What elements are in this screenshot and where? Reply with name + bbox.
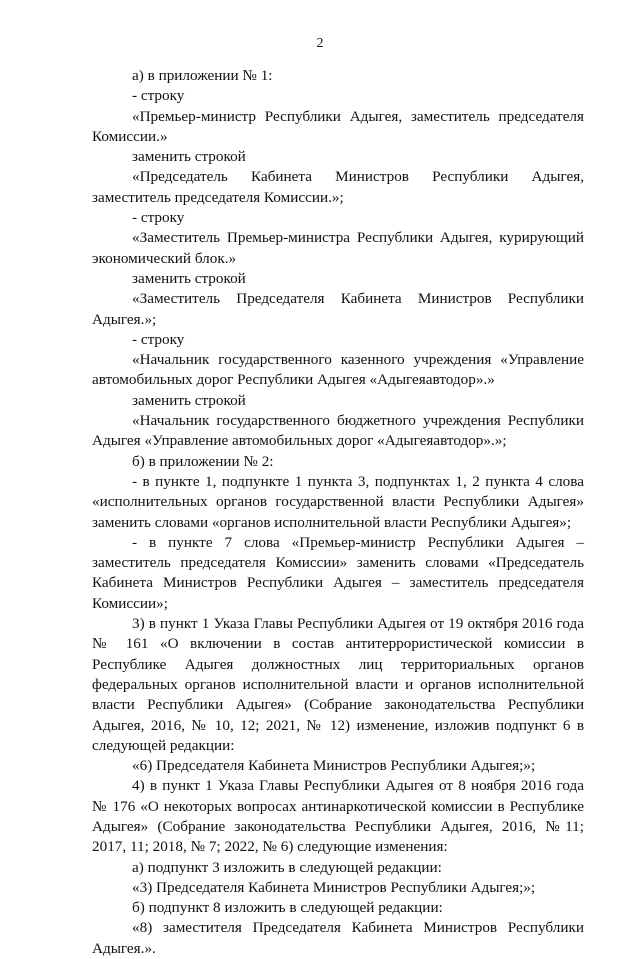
paragraph: - строку xyxy=(132,87,185,105)
paragraph: «Премьер-министр Республики Адыгея, заместитель председателя Комиссии.» xyxy=(92,107,584,145)
paragraph: а) подпункт 3 изложить в следующей редакции: xyxy=(132,858,442,876)
paragraph: «6) Председателя Кабинета Министров Республики Адыгея;»; xyxy=(132,757,536,775)
paragraph: «3) Председателя Кабинета Министров Республики Адыгея;»; xyxy=(132,878,536,896)
paragraph: «Начальник государственного бюджетного учреждения Республики Адыгея «Управление автомобильных дорог «Адыгеяавтодор».»; xyxy=(92,412,584,450)
paragraph: заменить строкой xyxy=(132,391,246,409)
paragraph: «Заместитель Председателя Кабинета Министров Республики Адыгея.»; xyxy=(92,290,584,328)
paragraph: «Председатель Кабинета Министров Республики Адыгея, заместитель председателя Комиссии.»; xyxy=(92,168,584,206)
paragraph: 4) в пункт 1 Указа Главы Республики Адыгея от 8 ноября 2016 года № 176 «О некоторых вопросах антинаркотической комиссии в Республике Адыгея» (Собрание законодательства Республики Адыгея, 2016, №11; 2017, 11; 2018, № 7; 2022, № 6) следующие изменения: xyxy=(92,777,584,856)
paragraph: «Заместитель Премьер-министра Республики Адыгея, курирующий экономический блок.» xyxy=(92,229,584,267)
page-number: 2 xyxy=(316,36,324,51)
paragraph: заменить строкой xyxy=(132,269,246,287)
paragraph: а) в приложении № 1: xyxy=(132,67,273,84)
paragraph: б) подпункт 8 изложить в следующей редакции: xyxy=(132,899,443,917)
paragraph: «Начальник государственного казенного учреждения «Управление автомобильных дорог Республики Адыгея «Адыгеяавтодор».» xyxy=(92,351,584,389)
paragraph: б) в приложении № 2: xyxy=(132,452,274,470)
paragraph: 3) в пункт 1 Указа Главы Республики Адыгея от 19 октября 2016 года № 161 «О включении в состав антитеррористической комиссии в Республике Адыгея должностных лиц территориальных органов федеральных органов исполнительной власти и органов исполнительной власти Республики Адыгея» (Собрание законодательства Республики Адыгея, 2016, № 10, 12; 2021, № 12) изменение, изложив подпункт 6 в следующей редакции: xyxy=(92,615,584,754)
paragraph: - в пункте 1, подпункте 1 пункта 3, подпунктах 1, 2 пункта 4 слова «исполнительных органов государственной власти Республики Адыгея» заменить словами «органов исполнительной власти Республики Адыгея»; xyxy=(92,472,584,531)
paragraph: - в пункте 7 слова «Премьер-министр Республики Адыгея – заместитель председателя Комиссии» заменить словами «Председатель Кабинета Министров Республики Адыгея – заместитель председателя Комиссии»; xyxy=(92,533,584,612)
paragraph: заменить строкой xyxy=(132,148,246,166)
paragraph: - строку xyxy=(132,209,185,227)
paragraph: «8) заместителя Председателя Кабинета Министров Республики Адыгея.». xyxy=(92,919,584,957)
document-body xyxy=(92,66,584,959)
paragraph: - строку xyxy=(132,330,185,348)
